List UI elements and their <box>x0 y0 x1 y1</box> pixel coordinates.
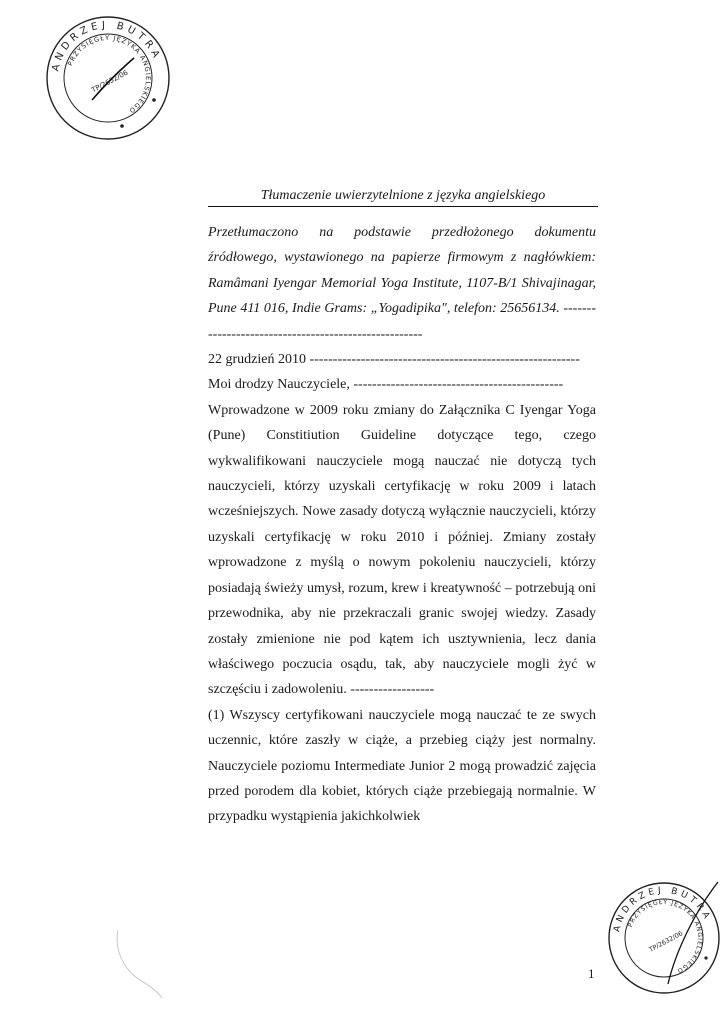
seal-inner-text: PRZYSIĘGŁY JĘZYKA ANGIELSKIEGO <box>626 898 704 975</box>
seal-inner-text: PRZYSIĘGŁY JĘZYKA ANGIELSKIEGO <box>66 33 153 116</box>
intro-paragraph: Przetłumaczono na podstawie przedłożonego dokumentu źródłowego, wystawionego na papierze firmowym z nagłówkiem: Ramâmani Iyengar Memorial Yoga Institute, 1107-B/1 Shivajinagar, Pune 411 016, Indie Grams: „Yogadipika", telefon: 25656134. ----------------------------------------------------- <box>208 225 596 342</box>
svg-text:PRZYSIĘGŁY JĘZYKA ANGIELSKIEGO <box>66 34 152 115</box>
translator-seal-bottom <box>606 880 722 996</box>
seal-outer-text: ANDRZEJ BUTRA <box>50 19 163 73</box>
letter-date: 22 grudzień 2010 ---------------------------------------------------------- <box>208 352 580 368</box>
faint-mark <box>110 920 170 1000</box>
paragraph-changes: Wprowadzone w 2009 roku zmiany do Załącznika C Iyengar Yoga (Pune) Constitiution Guideline dotyczące tego, czego wykwalifikowani nauczyciele mogą nauczać nie dotyczą tych nauczycieli, którzy uzyskali certyfikację w roku 2009 i latach wcześniejszych. Nowe zasady dotyczą wyłącznie nauczycieli, którzy uzyskali certyfikację w roku 2010 i później. Zmiany zostały wprowadzone z myślą o nowym pokoleniu nauczycieli, którzy posiadają świeży umysł, rozum, krew i kreatywność – potrzebują oni przewodnika, aby nie przekraczali granic swojej wiedzy. Zasady zostały zmienione nie pod kątem ich usztywnienia, lecz dania właściwego poczucia osądu, tak, aby nauczyciele mogli żyć w szczęściu i zadowoleniu. ------------------ <box>208 402 596 698</box>
seal-outer-text: ANDRZEJ BUTRA <box>612 885 713 934</box>
document-body <box>208 220 596 830</box>
seal-registration: TP/2632/06 <box>647 929 685 954</box>
translation-header: Tłumaczenie uwierzytelnione z języka angielskiego <box>260 188 546 203</box>
header-divider <box>208 206 598 207</box>
salutation: Moi drodzy Nauczyciele, --------------------------------------------- <box>208 377 564 393</box>
paragraph-rule-1: (1) Wszyscy certyfikowani nauczyciele mogą nauczać te ze swych uczennic, które zaszły w ciąże, a przebieg ciąży jest normalny. Nauczyciele poziomu Intermediate Junior 2 mogą prowadzić zajęcia przed porodem dla kobiet, których ciąże przebiegają normalnie. W przypadku wystąpienia jakichkolwiek <box>208 707 596 825</box>
seal-registration: TP/2632/06 <box>90 68 130 95</box>
page-number: 1 <box>588 966 595 981</box>
translator-seal-top <box>44 14 172 142</box>
